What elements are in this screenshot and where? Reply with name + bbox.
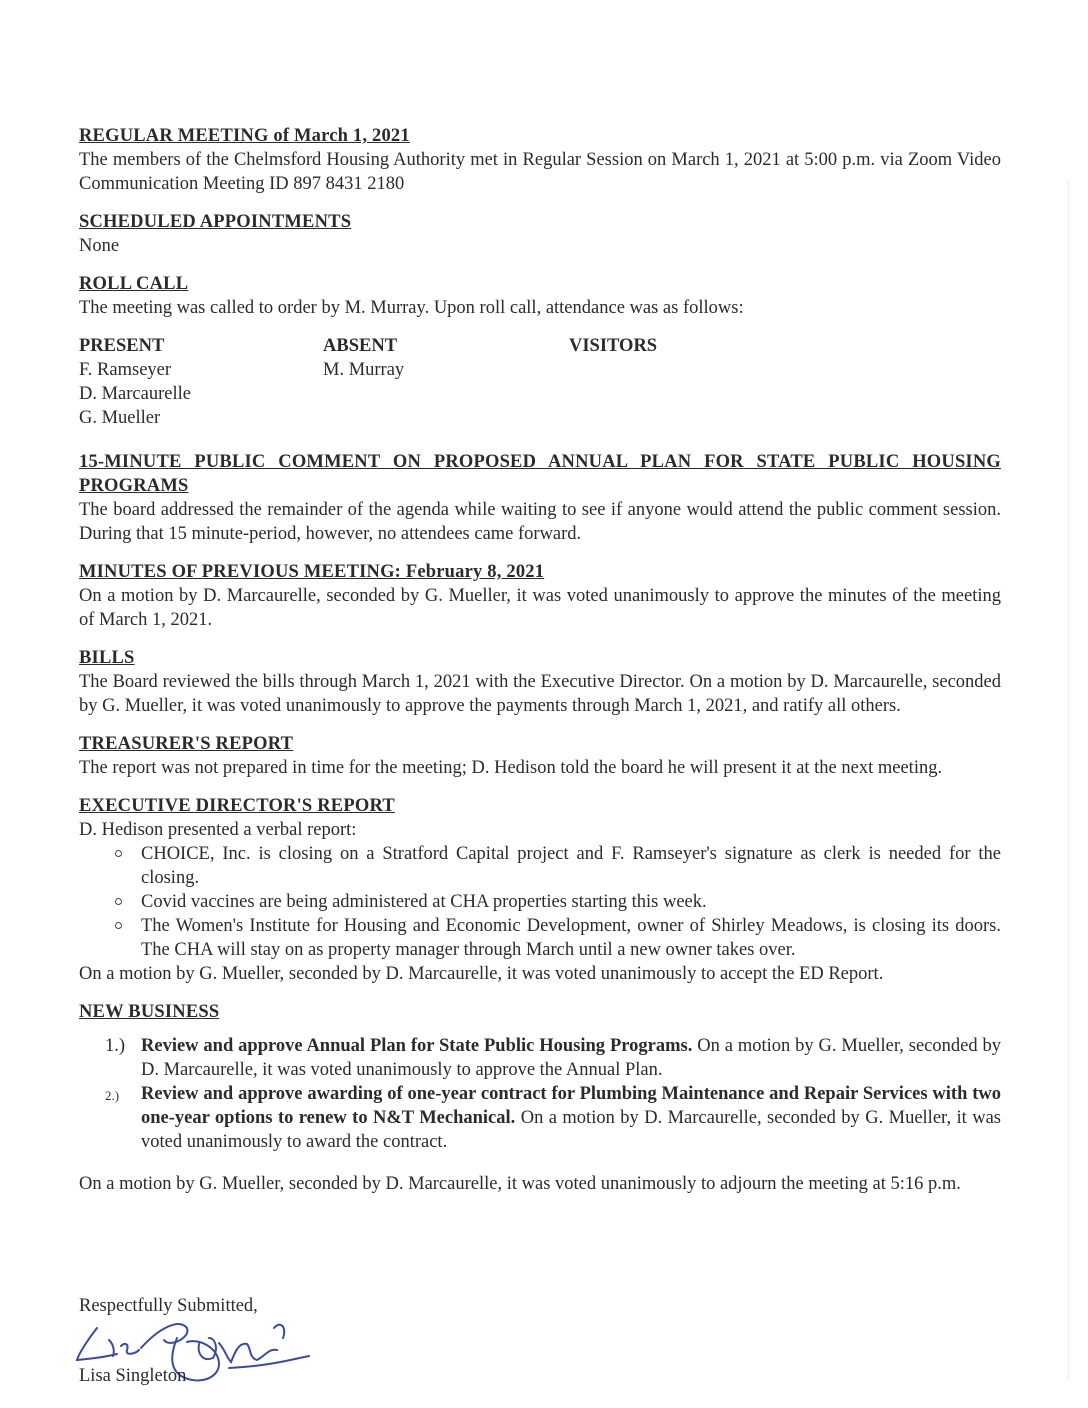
new-business-heading: NEW BUSINESS [79, 1002, 220, 1022]
new-business-list [79, 1034, 1001, 1154]
item-bold-text: Review and approve Annual Plan for State Public Housing Programs. [141, 1036, 693, 1056]
bullet-text: CHOICE, Inc. is closing on a Stratford Capital project and F. Ramseyer's signature as clerk is needed for the closing. [141, 844, 1001, 888]
minutes-document [79, 124, 1001, 1210]
present-member: F. Ramseyer [79, 360, 172, 380]
item-text: On a motion by G. Mueller, seconded by D. Marcaurelle, it was voted unanimously to approve the Annual Plan. [141, 1036, 1001, 1080]
public-comment-heading: 15-MINUTE PUBLIC COMMENT ON PROPOSED ANNUAL PLAN FOR STATE PUBLIC HOUSING PROGRAMS [79, 452, 1001, 496]
visitors-column [569, 334, 657, 358]
bullet-icon [115, 922, 122, 929]
treasurer-text: The report was not prepared in time for the meeting; D. Hedison told the board he will present it at the next meeting. [79, 758, 943, 778]
public-comment-text: The board addressed the remainder of the agenda while waiting to see if anyone would attend the public comment session. During that 15 minute-period, however, no attendees came forward. [79, 500, 1001, 544]
minutes-heading: MINUTES OF PREVIOUS MEETING: February 8, 2021 [79, 562, 545, 582]
list-item [115, 842, 1001, 890]
bullet-text: The Women's Institute for Housing and Economic Development, owner of Shirley Meadows, is closing its doors. The CHA will stay on as property manager through March until a new owner takes over. [141, 916, 1001, 960]
ed-report-bullets [79, 842, 1001, 962]
absent-column [323, 334, 404, 382]
present-member: D. Marcaurelle [79, 384, 191, 404]
roll-call-section [79, 272, 1001, 430]
meeting-section [79, 124, 1001, 196]
minutes-text: On a motion by D. Marcaurelle, seconded by G. Mueller, it was voted unanimously to approve the minutes of the meeting of March 1, 2021. [79, 586, 1001, 630]
present-column [79, 334, 191, 430]
present-member: G. Mueller [79, 408, 161, 428]
item-text: On a motion by D. Marcaurelle, seconded by G. Mueller, it was voted unanimously to award the contract. [141, 1108, 1001, 1152]
item-number: 1.) [105, 1036, 126, 1056]
page-edge-line [1068, 180, 1069, 1380]
appointments-heading: SCHEDULED APPOINTMENTS [79, 212, 352, 232]
minutes-section [79, 560, 1001, 632]
attendance-table [79, 334, 1001, 430]
ed-report-motion: On a motion by G. Mueller, seconded by D. Marcaurelle, it was voted unanimously to accept the ED Report. [79, 964, 884, 984]
absent-member: M. Murray [323, 360, 405, 380]
bills-text: The Board reviewed the bills through March 1, 2021 with the Executive Director. On a motion by D. Marcaurelle, seconded by G. Mueller, it was voted unanimously to approve the payments through March 1, 2021, and ratify all others. [79, 672, 1001, 716]
new-business-section [79, 1000, 1001, 1154]
ed-report-intro: D. Hedison presented a verbal report: [79, 820, 357, 840]
signature-block [79, 1294, 339, 1394]
bills-heading: BILLS [79, 648, 135, 668]
appointments-section [79, 210, 1001, 258]
bullet-icon [115, 850, 122, 857]
ed-report-section [79, 794, 1001, 986]
meeting-text: The members of the Chelmsford Housing Authority met in Regular Session on March 1, 2021 at 5:00 p.m. via Zoom Video Communication Meeting ID 897 8431 2180 [79, 150, 1001, 194]
meeting-heading: REGULAR MEETING of March 1, 2021 [79, 126, 410, 146]
ed-report-heading: EXECUTIVE DIRECTOR'S REPORT [79, 796, 395, 816]
roll-call-heading: ROLL CALL [79, 274, 189, 294]
bullet-icon [115, 898, 122, 905]
treasurer-section [79, 732, 1001, 780]
list-item [115, 890, 1001, 914]
signature-name: Lisa Singleton [79, 1366, 187, 1386]
visitors-label: VISITORS [569, 336, 658, 356]
absent-label: ABSENT [323, 336, 398, 356]
adjourn-section [79, 1172, 1001, 1196]
list-item [105, 1082, 1001, 1154]
item-bold-text: Review and approve awarding of one-year contract for Plumbing Maintenance and Repair Services with two one-year options to renew to N&T Mechanical. [141, 1084, 1001, 1128]
signature-closing: Respectfully Submitted, [79, 1296, 258, 1316]
list-item [105, 1034, 1001, 1082]
roll-call-text: The meeting was called to order by M. Murray. Upon roll call, attendance was as follows: [79, 298, 744, 318]
list-item [115, 914, 1001, 962]
bills-section [79, 646, 1001, 718]
item-number: 2.) [105, 1088, 120, 1103]
bullet-text: Covid vaccines are being administered at CHA properties starting this week. [141, 892, 707, 912]
treasurer-heading: TREASURER'S REPORT [79, 734, 294, 754]
appointments-text: None [79, 236, 120, 256]
public-comment-section [79, 450, 1001, 546]
present-label: PRESENT [79, 336, 165, 356]
adjourn-text: On a motion by G. Mueller, seconded by D. Marcaurelle, it was voted unanimously to adjourn the meeting at 5:16 p.m. [79, 1174, 961, 1194]
